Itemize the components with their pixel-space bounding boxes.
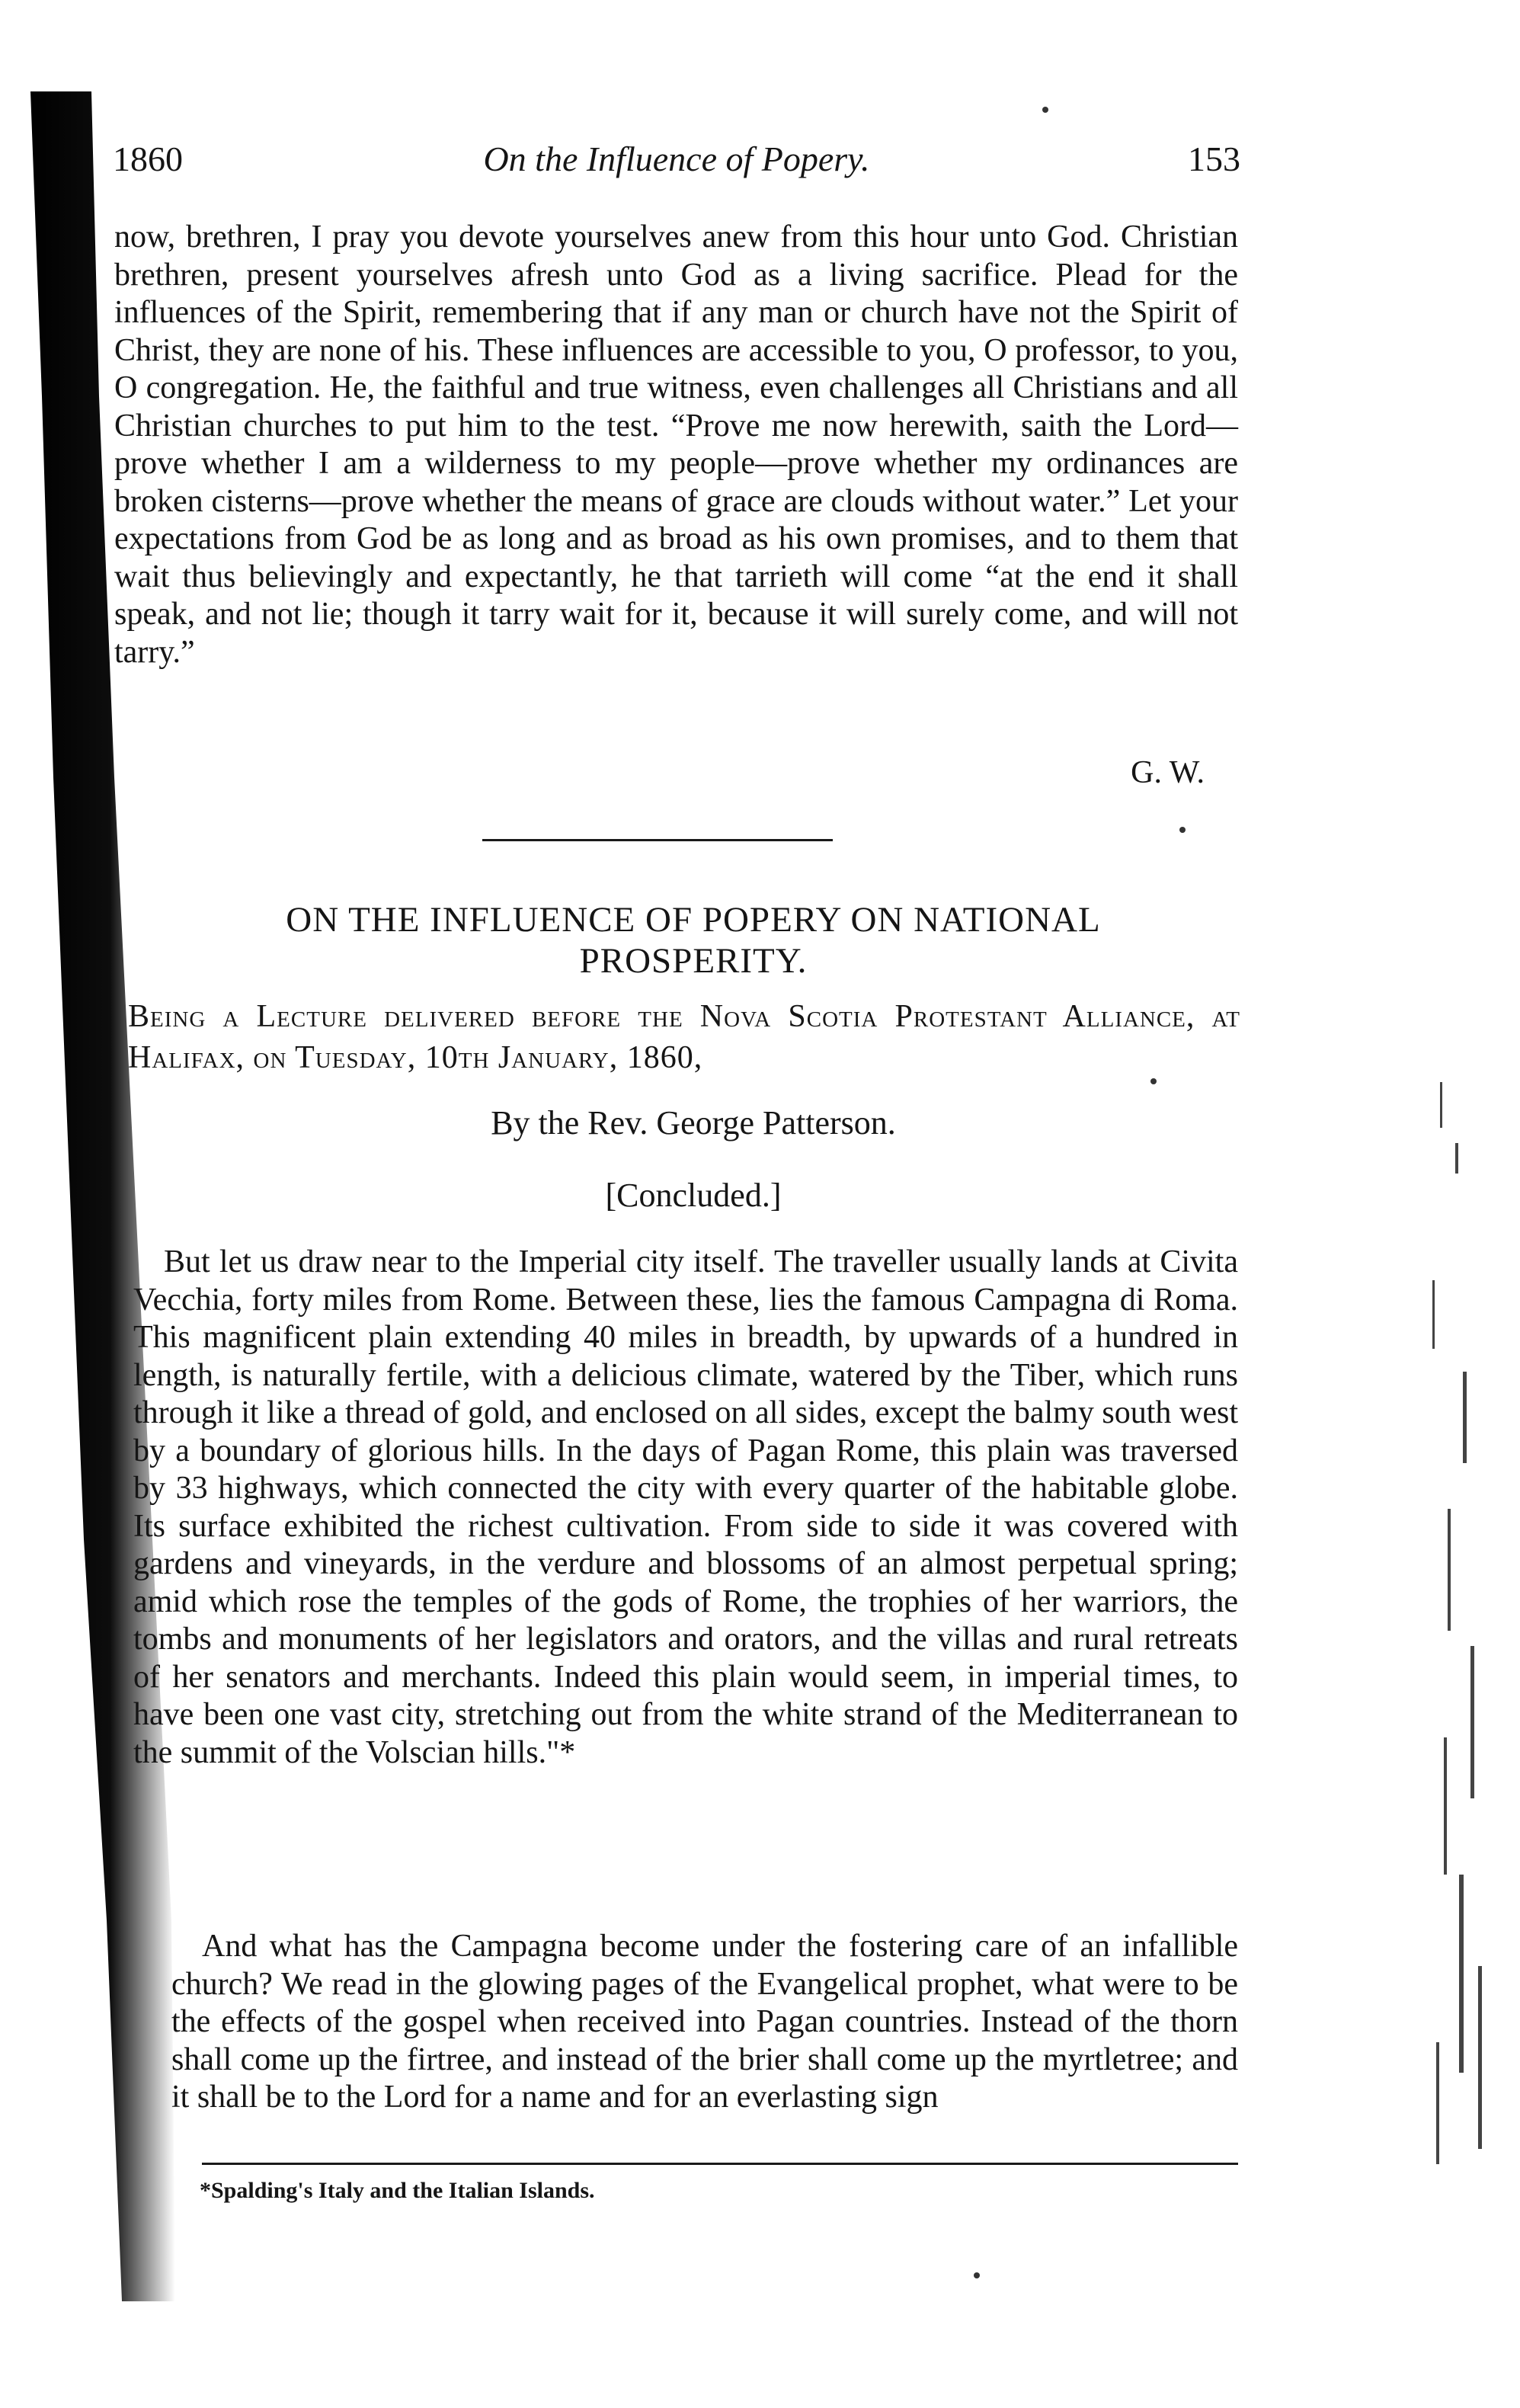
article-title xyxy=(137,899,1250,981)
footnote-rule xyxy=(202,2163,1238,2165)
header-year: 1860 xyxy=(113,139,183,178)
article-title-line2: PROSPERITY. xyxy=(579,941,808,981)
closing-paragraph xyxy=(114,219,1238,798)
scan-speck xyxy=(1042,107,1048,113)
article-author: By the Rev. George Patterson. xyxy=(491,1104,896,1142)
body-paragraph-2-text: And what has the Campagna become under the fostering care of an infallible church? We read in the glowing pages of the Evangelical prophet, what were to be the effects of the gospel when received into Pagan countries. Instead of the thorn shall come up the firtree, and instead of the brier shall come up the myrtletree; and it shall be to the Lord for a name and for an everlasting sign xyxy=(171,1929,1238,2115)
running-header xyxy=(113,139,1240,187)
footnote: *Spalding's Italy and the Italian Islands. xyxy=(200,2178,595,2203)
article-subtitle: Being a Lecture delivered before the Nova Scotia Protestant Alliance, at Halifax, on Tuesday, 10th January, 1860, xyxy=(128,999,1240,1075)
scan-speck xyxy=(1179,827,1186,833)
header-running-title: On the Influence of Popery. xyxy=(483,139,870,178)
section-divider xyxy=(482,839,833,841)
page-edge-speckle xyxy=(1417,1052,1501,2195)
scan-speck xyxy=(1150,1078,1157,1084)
body-paragraph-1-text: But let us draw near to the Imperial city itself. The traveller usually lands at Civita Vecchia, forty miles from Rome. Between these, lies the famous Campagna di Roma. This magnificent plain extending 40 miles in breadth, by upwards of a hundred in length, is naturally fertile, with a delicious climate, watered by the Tiber, which runs through it like a thread of gold, and enclosed on all sides, except the balmy south west by a boundary of glorious hills. In the days of Pagan Rome, this plain was traversed by 33 highways, which connected the city with every quarter of the habitable globe. Its surface exhibited the richest cultivation. From side to side it was covered with gardens and vineyards, in the verdure and blossoms of an almost perpetual spring; amid which rose the temples of the gods of Rome, the trophies of her warriors, the tombs and monuments of her legislators and orators, and the villas and rural retreats of her senators and merchants. Indeed this plain would seem, in imperial times, to have been one vast city, stretching out from the white strand of the Mediterranean to the summit of the Volscian hills."* xyxy=(133,1244,1238,1770)
page-number: 153 xyxy=(1188,139,1240,178)
concluded-note: [Concluded.] xyxy=(605,1177,782,1214)
body-paragraph-1 xyxy=(133,1244,1238,1772)
article-title-line1: ON THE INFLUENCE OF POPERY ON NATIONAL xyxy=(286,900,1101,940)
closing-paragraph-text: now, brethren, I pray you devote yourselves anew from this hour unto God. Christian brethren, present yourselves afresh unto God as a living sacrifice. Plead for the influences of the Spirit, remembering that if any man or church have not the Spirit of Christ, they are none of his. These influences are accessible to you, O professor, to you, O congregation. He, the faithful and true witness, even challenges all Christians and all Christian churches to put him to the test. “Prove me now herewith, saith the Lord—prove whether I am a wilderness to my people—prove whether my ordinances are broken cisterns—prove whether the means of grace are clouds without water.” Let your expectations from God be as long and as broad as his own promises, and to them that wait thus believingly and expectantly, he that tarrieth will come “at the end it shall speak, and not lie; though it tarry wait for it, because it will surely come, and will not tarry.” xyxy=(114,219,1238,670)
body-paragraph-2 xyxy=(171,1928,1238,2117)
signature-initials: G. W. xyxy=(1131,754,1205,790)
scan-speck xyxy=(974,2272,980,2278)
